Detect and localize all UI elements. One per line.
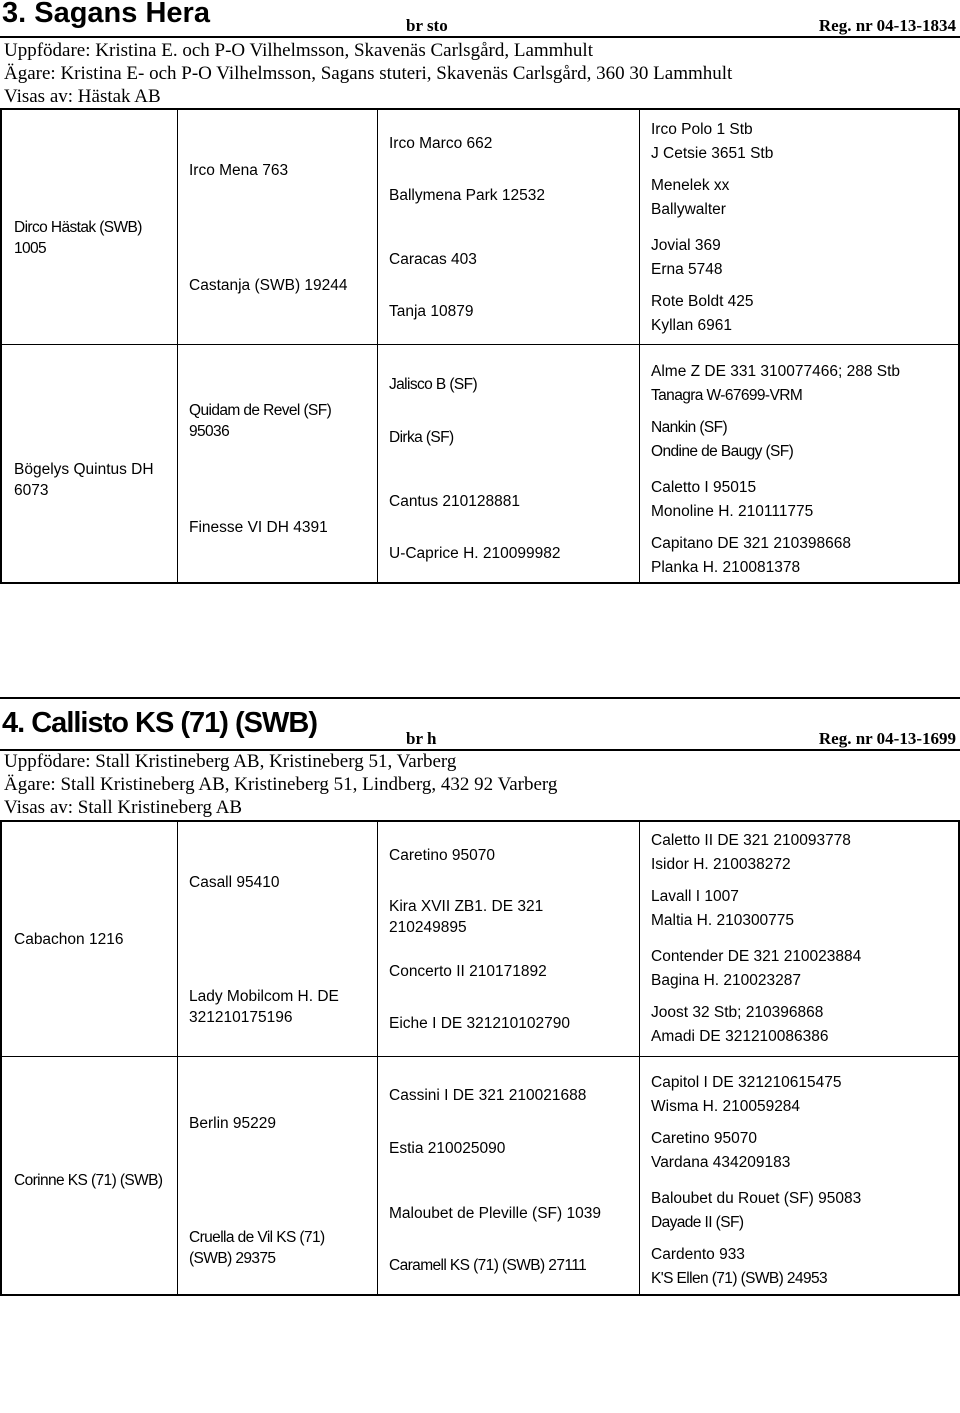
dam-sire: Quidam de Revel (SF) 95036 (189, 402, 332, 440)
ancestor-g4: K'S Ellen (71) (SWB) 24953 (651, 1270, 828, 1287)
column-separator (377, 110, 378, 582)
pedigree-table (0, 820, 960, 1296)
ancestor-g4: Amadi DE 321210086386 (651, 1028, 829, 1045)
ancestor-g3: Dirka (SF) (389, 429, 454, 446)
ancestor-g4: Isidor H. 210038272 (651, 856, 791, 873)
ancestor-g4: Ballywalter (651, 201, 726, 218)
divider (0, 36, 960, 38)
ancestor-g4: Joost 32 Stb; 210396868 (651, 1004, 824, 1021)
column-separator (177, 822, 178, 1294)
sire-sire: Casall 95410 (189, 874, 280, 891)
ancestor-g4: Ondine de Baugy (SF) (651, 443, 794, 460)
dam: Bögelys Quintus DH 6073 (14, 461, 154, 499)
ancestor-g4: J Cetsie 3651 Stb (651, 145, 774, 162)
sire: Cabachon 1216 (14, 931, 124, 948)
owner-line: Ägare: Kristina E- och P-O Vilhelmsson, Sagans stuteri, Skavenäs Carlsgård, 360 30 Lammhult (4, 63, 733, 84)
ancestor-g3: Caracas 403 (389, 251, 477, 268)
ancestor-g4: Caretino 95070 (651, 1130, 757, 1147)
ancestor-g4: Tanagra W-67699-VRM (651, 387, 803, 404)
entry-title: 4. Callisto KS (71) (SWB) (2, 707, 317, 739)
ancestor-g3: Kira XVII ZB1. DE 321 210249895 (389, 898, 544, 936)
ancestor-g3: Irco Marco 662 (389, 135, 493, 152)
horse-color: br h (406, 729, 437, 748)
ancestor-g4: Baloubet du Rouet (SF) 95083 (651, 1190, 862, 1207)
ancestor-g4: Wisma H. 210059284 (651, 1098, 801, 1115)
ancestor-g3: Jalisco B (SF) (389, 376, 478, 393)
sire-dam: Castanja (SWB) 19244 (189, 277, 348, 294)
ancestor-g3: U-Caprice H. 210099982 (389, 545, 561, 562)
breeder-line: Uppfödare: Kristina E. och P-O Vilhelmsson, Skavenäs Carlsgård, Lammhult (4, 40, 593, 61)
ancestor-g3: Ballymena Park 12532 (389, 187, 545, 204)
ancestor-g4: Capitol I DE 321210615475 (651, 1074, 842, 1091)
column-separator (377, 822, 378, 1294)
ancestor-g4: Irco Polo 1 Stb (651, 121, 753, 138)
dam-dam: Cruella de Vil KS (71) (SWB) 29375 (189, 1229, 325, 1267)
sire-sire: Irco Mena 763 (189, 162, 289, 179)
column-separator (639, 110, 640, 582)
ancestor-g4: Lavall I 1007 (651, 888, 739, 905)
row-separator (2, 1056, 958, 1057)
ancestor-g4: Alme Z DE 331 310077466; 288 Stb (651, 363, 901, 380)
ancestor-g3: Eiche I DE 321210102790 (389, 1015, 570, 1032)
pedigree-table (0, 108, 960, 584)
ancestor-g3: Concerto II 210171892 (389, 963, 547, 980)
shown-by-line: Visas av: Hästak AB (4, 86, 161, 107)
ancestor-g3: Cantus 210128881 (389, 493, 521, 510)
ancestor-g4: Nankin (SF) (651, 419, 728, 436)
ancestor-g3: Caretino 95070 (389, 847, 495, 864)
ancestor-g4: Kyllan 6961 (651, 317, 733, 334)
column-separator (639, 822, 640, 1294)
ancestor-g4: Planka H. 210081378 (651, 559, 801, 576)
registration-number: Reg. nr 04-13-1699 (818, 729, 956, 748)
ancestor-g4: Caletto II DE 321 210093778 (651, 832, 851, 849)
divider (0, 697, 960, 699)
ancestor-g3: Cassini I DE 321 210021688 (389, 1087, 587, 1104)
ancestor-g4: Vardana 434209183 (651, 1154, 791, 1171)
dam-sire: Berlin 95229 (189, 1115, 277, 1132)
ancestor-g4: Maltia H. 210300775 (651, 912, 795, 929)
ancestor-g4: Bagina H. 210023287 (651, 972, 801, 989)
shown-by-line: Visas av: Stall Kristineberg AB (4, 797, 243, 818)
ancestor-g4: Caletto I 95015 (651, 479, 757, 496)
dam: Corinne KS (71) (SWB) (14, 1172, 163, 1189)
breeder-line: Uppfödare: Stall Kristineberg AB, Kristineberg 51, Varberg (4, 751, 457, 772)
ancestor-g3: Maloubet de Pleville (SF) 1039 (389, 1205, 601, 1222)
sire-dam: Lady Mobilcom H. DE 321210175196 (189, 988, 339, 1026)
owner-line: Ägare: Stall Kristineberg AB, Kristineberg 51, Lindberg, 432 92 Varberg (4, 774, 558, 795)
ancestor-g3: Estia 210025090 (389, 1140, 506, 1157)
row-separator (2, 344, 958, 345)
ancestor-g4: Cardento 933 (651, 1246, 745, 1263)
ancestor-g4: Jovial 369 (651, 237, 721, 254)
ancestor-g4: Rote Boldt 425 (651, 293, 754, 310)
ancestor-g4: Capitano DE 321 210398668 (651, 535, 851, 552)
ancestor-g3: Tanja 10879 (389, 303, 474, 320)
dam-dam: Finesse VI DH 4391 (189, 519, 328, 536)
ancestor-g4: Erna 5748 (651, 261, 723, 278)
ancestor-g4: Contender DE 321 210023884 (651, 948, 862, 965)
ancestor-g4: Monoline H. 210111775 (651, 503, 814, 520)
ancestor-g4: Menelek xx (651, 177, 730, 194)
sire: Dirco Hästak (SWB) 1005 (14, 219, 142, 257)
horse-color: br sto (406, 16, 448, 35)
column-separator (177, 110, 178, 582)
registration-number: Reg. nr 04-13-1834 (818, 16, 956, 35)
ancestor-g4: Dayade II (SF) (651, 1214, 744, 1231)
ancestor-g3: Caramell KS (71) (SWB) 27111 (389, 1257, 587, 1274)
entry-title: 3. Sagans Hera (2, 0, 210, 29)
